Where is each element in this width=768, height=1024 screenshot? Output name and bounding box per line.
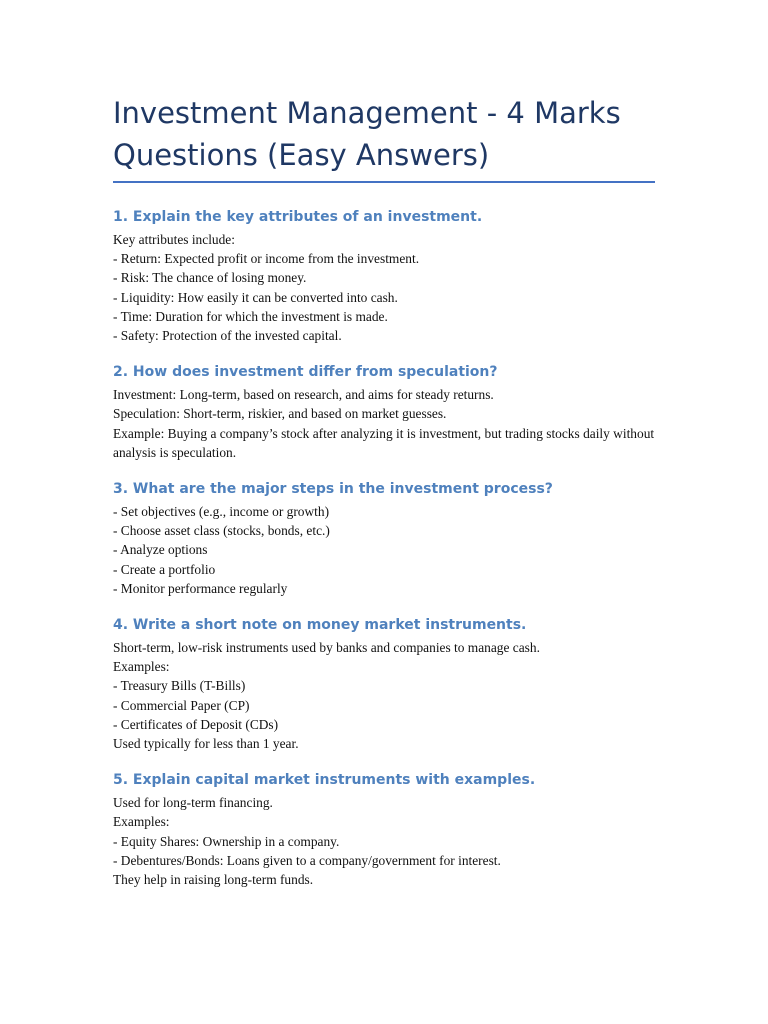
section-heading: 4. Write a short note on money market instruments.: [113, 617, 527, 634]
body-line: - Create a portfolio: [113, 561, 216, 577]
body-line: - Liquidity: How easily it can be converted into cash.: [113, 289, 398, 305]
section-body: [113, 502, 655, 598]
document-page: [113, 92, 655, 889]
body-line: - Debentures/Bonds: Loans given to a company/government for interest.: [113, 852, 501, 868]
body-line: - Choose asset class (stocks, bonds, etc.): [113, 523, 330, 539]
body-line: - Time: Duration for which the investment is made.: [113, 308, 388, 324]
section-4: [113, 615, 655, 753]
body-line: - Risk: The chance of losing money.: [113, 270, 307, 286]
body-line: - Commercial Paper (CP): [113, 697, 250, 713]
body-line: Used for long-term financing.: [113, 795, 273, 811]
document-title: Investment Management - 4 Marks Questions (Easy Answers): [113, 96, 621, 172]
section-5: [113, 770, 655, 889]
section-body: [113, 793, 655, 889]
section-heading: 1. Explain the key attributes of an investment.: [113, 209, 483, 225]
section-1: [113, 207, 655, 345]
section-2: [113, 362, 655, 462]
body-line: - Equity Shares: Ownership in a company.: [113, 833, 340, 849]
body-line: They help in raising long-term funds.: [113, 872, 314, 888]
section-body: [113, 230, 655, 345]
body-line: - Monitor performance regularly: [113, 580, 288, 596]
body-line: Examples:: [113, 814, 170, 830]
body-line: Key attributes include:: [113, 232, 235, 247]
section-body: [113, 638, 655, 753]
section-heading: 3. What are the major steps in the investment process?: [113, 481, 553, 498]
title-underline: [113, 181, 655, 183]
body-line: - Analyze options: [113, 542, 208, 558]
body-line: - Safety: Protection of the invested capital.: [113, 328, 342, 344]
sections-container: [113, 207, 655, 889]
body-line: Examples:: [113, 659, 170, 675]
body-line: - Set objectives (e.g., income or growth): [113, 504, 330, 520]
body-line: Investment: Long-term, based on research, and aims for steady returns.: [113, 387, 494, 403]
body-line: Short-term, low-risk instruments used by banks and companies to manage cash.: [113, 640, 540, 656]
body-line: Speculation: Short-term, riskier, and based on market guesses.: [113, 406, 447, 422]
body-line: Example: Buying a company’s stock after analyzing it is investment, but trading stocks daily without analysis is speculation.: [113, 425, 655, 460]
section-3: [113, 479, 655, 598]
body-line: - Return: Expected profit or income from the investment.: [113, 251, 420, 267]
section-heading: 5. Explain capital market instruments with examples.: [113, 772, 536, 789]
body-line: - Certificates of Deposit (CDs): [113, 716, 279, 732]
section-heading: 2. How does investment differ from speculation?: [113, 364, 498, 381]
section-body: [113, 385, 655, 462]
body-line: - Treasury Bills (T-Bills): [113, 678, 246, 694]
body-line: Used typically for less than 1 year.: [113, 736, 299, 752]
